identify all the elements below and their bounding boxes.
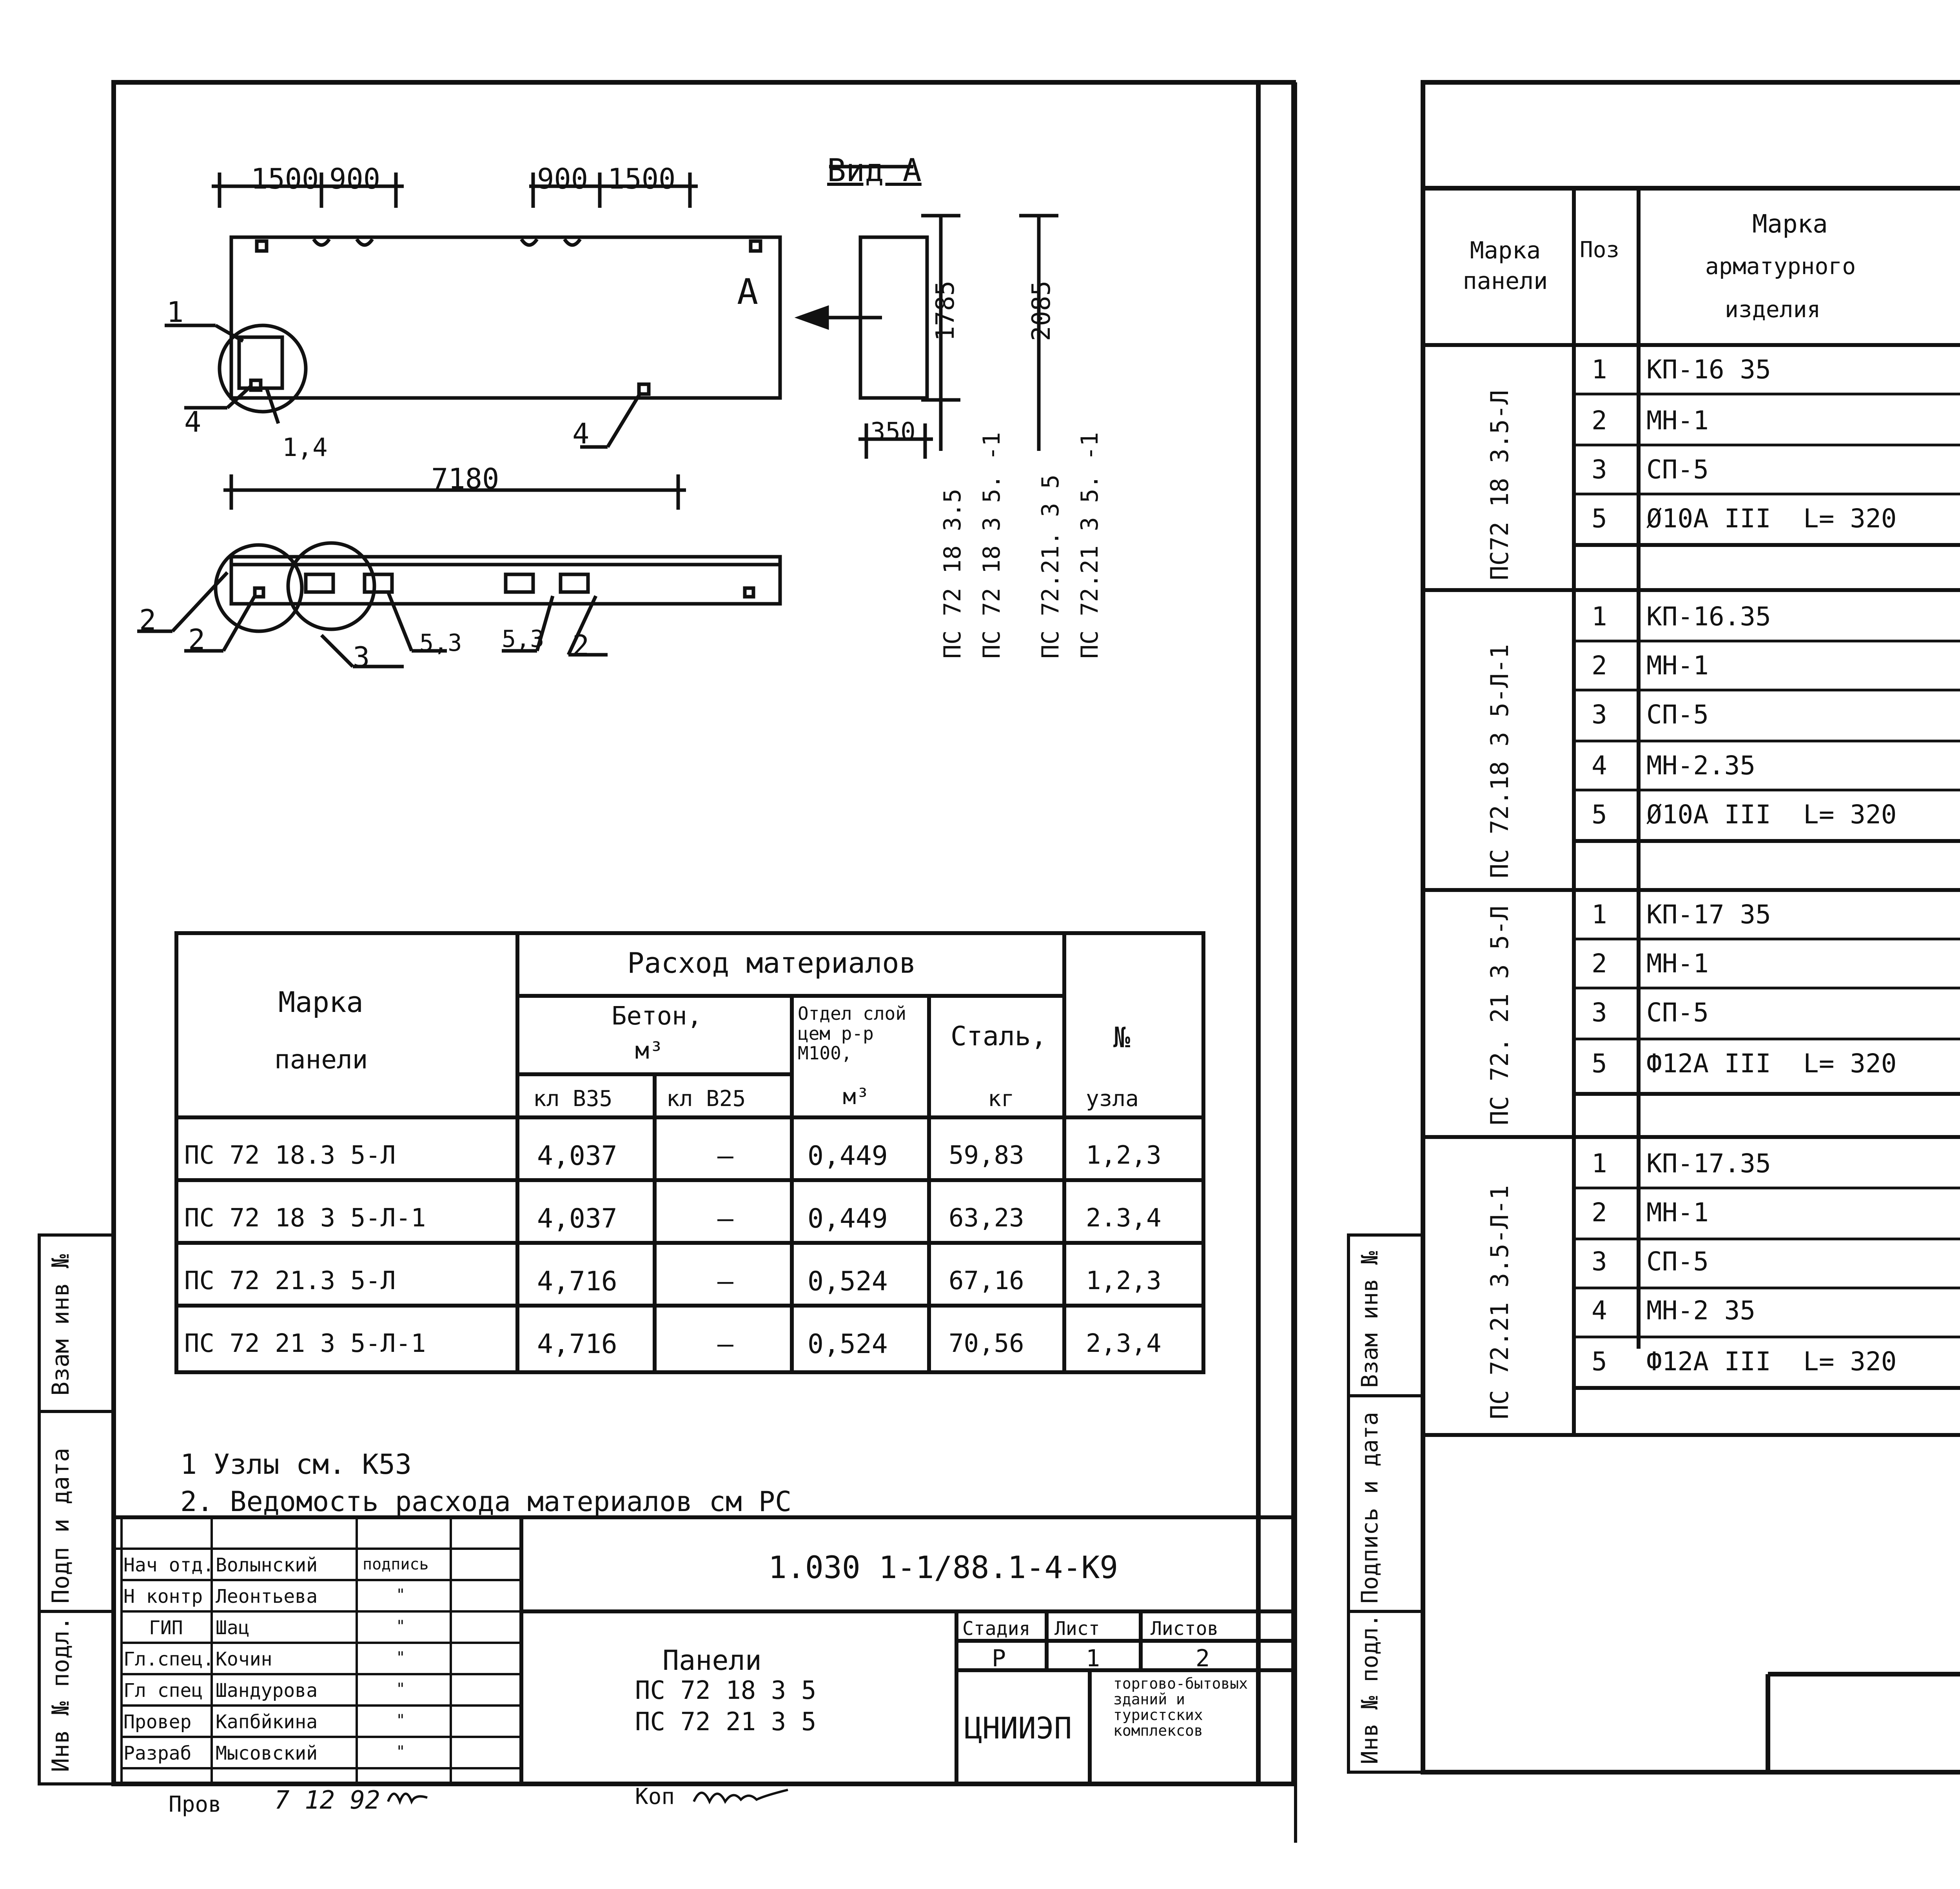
rt-item: СП-5	[1646, 997, 1709, 1028]
dim-1785: 1785	[931, 280, 960, 341]
rt-pos: 2	[1592, 948, 1607, 979]
signer-role: Гл.спец.	[123, 1648, 214, 1670]
callout-1-4: 1,4	[282, 433, 328, 462]
signer-role: Нач отд.	[123, 1554, 214, 1576]
mt-cell-b25: –	[717, 1266, 733, 1297]
mt-header-node2: узла	[1086, 1086, 1139, 1112]
mt-cell-steel: 63,23	[949, 1204, 1024, 1233]
rt-item: МН-2.35	[1646, 750, 1756, 781]
note-1: 1 Узлы см. К53	[180, 1448, 412, 1480]
side-label-podp: Подп и дата	[47, 1448, 74, 1604]
mt-cell-layer: 0,524	[808, 1266, 888, 1297]
side-label-inv-right: Инв № подл.	[1356, 1613, 1383, 1764]
mark-d: ПС 72.21 3 5. -1	[1076, 432, 1103, 659]
drawing-title-3: ПС 72 21 3 5	[635, 1707, 817, 1736]
signer-name: Шандурова	[216, 1680, 318, 1702]
signer-role: ГИП	[149, 1617, 183, 1639]
checked-date: 7 12 92	[274, 1786, 380, 1815]
mt-cell-b35: 4,716	[537, 1266, 617, 1297]
rt-pos: 5	[1592, 799, 1607, 830]
signer-role: Гл спец	[123, 1680, 203, 1702]
rt-header-item2: арматурного	[1705, 253, 1856, 280]
rt-item: КП-17.35	[1646, 1148, 1771, 1179]
mt-header-node: №	[1113, 1021, 1131, 1054]
stage-value: Р	[992, 1645, 1006, 1672]
mt-cell-layer: 0,449	[808, 1141, 888, 1172]
rt-item: СП-5	[1646, 699, 1709, 730]
mt-cell-mark: ПС 72 21.3 5-Л	[184, 1266, 396, 1295]
dim-900-a: 900	[329, 162, 381, 195]
rt-pos: 2	[1592, 650, 1607, 681]
mark-c: ПС 72.21. 3 5	[1037, 474, 1064, 659]
checked-label: Пров	[169, 1792, 221, 1817]
rt-pos: 3	[1592, 699, 1607, 730]
mark-a: ПС 72 18 3.5	[939, 489, 966, 659]
rt-item: КП-16.35	[1646, 601, 1771, 632]
signer-sign: "	[396, 1617, 406, 1635]
rt-item: МН-1	[1646, 1197, 1709, 1228]
rt-header-item3: изделия	[1725, 296, 1821, 323]
mt-cell-steel: 67,16	[949, 1266, 1024, 1295]
mt-header-steel-unit: кг	[988, 1086, 1014, 1112]
mt-header-steel: Сталь,	[951, 1021, 1047, 1052]
drawing-title-2: ПС 72 18 3 5	[635, 1676, 817, 1705]
mt-cell-node: 2,3,4	[1086, 1329, 1161, 1358]
sheets-header: Листов	[1151, 1618, 1219, 1640]
side-label-podp-right: Подпись и дата	[1356, 1412, 1383, 1604]
dim-1500-a: 1500	[251, 162, 319, 195]
sheet-value: 1	[1086, 1645, 1100, 1672]
rt-header-panel: Марка панели	[1463, 237, 1548, 295]
mt-header-b25: кл В25	[666, 1086, 746, 1112]
dim-7180: 7180	[431, 462, 499, 495]
callout-5-3b: 5,3	[502, 625, 544, 653]
stage-header: Стадия	[962, 1618, 1031, 1640]
mt-cell-steel: 59,83	[949, 1141, 1024, 1170]
mt-header-panel: Марка	[278, 986, 363, 1019]
sheets-value: 2	[1196, 1645, 1210, 1672]
rt-group-panel: ПС72 18 3.5-Л	[1485, 390, 1514, 580]
rt-pos: 2	[1592, 405, 1607, 436]
rt-pos: 5	[1592, 503, 1607, 534]
callout-2c: 2	[572, 629, 590, 662]
drawing-code: 1.030 1-1/88.1-4-К9	[768, 1550, 1118, 1586]
signer-sign: "	[396, 1680, 406, 1698]
organization-sub: торгово-бытовых зданий и туристских комплексов	[1113, 1675, 1248, 1739]
mt-cell-b35: 4,037	[537, 1141, 617, 1172]
mt-cell-b25: –	[717, 1329, 733, 1360]
dim-350: 350	[870, 418, 916, 447]
rt-item: Ф12А III	[1646, 1346, 1771, 1377]
rt-length: L= 320	[1803, 1346, 1897, 1377]
mt-cell-b25: –	[717, 1141, 733, 1172]
rt-group-panel: ПС 72.18 3 5-Л-1	[1485, 644, 1514, 878]
callout-4a: 4	[184, 405, 201, 438]
mt-cell-node: 2.3,4	[1086, 1204, 1161, 1233]
mt-header-concrete: Бетон,	[612, 1002, 702, 1031]
signer-role: Провер	[123, 1711, 192, 1733]
rt-length: L= 320	[1803, 503, 1897, 534]
rt-item: МН-1	[1646, 405, 1709, 436]
mt-cell-mark: ПС 72 21 3 5-Л-1	[184, 1329, 426, 1358]
callout-1: 1	[167, 296, 184, 329]
mt-cell-b25: –	[717, 1203, 733, 1234]
rt-pos: 4	[1592, 1295, 1607, 1326]
mt-cell-layer: 0,449	[808, 1203, 888, 1234]
side-label-inv: Инв № подл.	[47, 1616, 74, 1772]
signer-name: Мысовский	[216, 1742, 318, 1764]
signer-name: Кочин	[216, 1648, 272, 1670]
rt-item: Ø10А III	[1646, 799, 1771, 830]
signer-sign: "	[396, 1586, 406, 1604]
signer-sign: подпись	[363, 1555, 429, 1573]
mt-header-layer: Отдел слой цем р-р М100,	[798, 1003, 906, 1064]
rt-pos: 2	[1592, 1197, 1607, 1228]
rt-item: МН-2 35	[1646, 1295, 1756, 1326]
dim-1500-b: 1500	[608, 162, 676, 195]
side-label-vzam-right: Взам инв №	[1356, 1251, 1383, 1388]
mt-cell-layer: 0,524	[808, 1329, 888, 1360]
rt-length: L= 320	[1803, 799, 1897, 830]
signer-name: Волынский	[216, 1554, 318, 1576]
view-arrow-label: А	[737, 271, 759, 312]
callout-3: 3	[353, 641, 370, 674]
copy-label: Коп	[635, 1784, 675, 1809]
signer-sign: "	[396, 1743, 406, 1761]
rt-item: МН-1	[1646, 650, 1709, 681]
signer-sign: "	[396, 1711, 406, 1729]
rt-pos: 5	[1592, 1048, 1607, 1079]
side-label-vzam: Взам инв №	[47, 1254, 74, 1396]
rt-pos: 5	[1592, 1346, 1607, 1377]
drawing-title-1: Панели	[662, 1644, 762, 1676]
note-2: 2. Ведомость расхода материалов см РС	[180, 1486, 792, 1518]
rt-length: L= 320	[1803, 1048, 1897, 1079]
mt-cell-node: 1,2,3	[1086, 1266, 1161, 1295]
mt-header-layer-unit: м³	[843, 1084, 869, 1110]
rt-item: СП-5	[1646, 1246, 1709, 1277]
rt-item: КП-17 35	[1646, 899, 1771, 930]
mt-cell-b35: 4,037	[537, 1203, 617, 1234]
sheet-header: Лист	[1054, 1618, 1100, 1640]
callout-2b: 2	[188, 623, 205, 656]
rt-pos: 1	[1592, 1148, 1607, 1179]
signature-mark	[384, 1782, 431, 1809]
signer-name: Капбйкина	[216, 1711, 318, 1733]
rt-pos: 3	[1592, 997, 1607, 1028]
mt-header-b35: кл В35	[533, 1086, 613, 1112]
rt-group-panel: ПС 72. 21 3 5-Л	[1485, 906, 1514, 1125]
mt-cell-mark: ПС 72 18.3 5-Л	[184, 1141, 396, 1170]
rt-group-panel: ПС 72.21 3.5-Л-1	[1485, 1185, 1514, 1419]
rt-item: КП-16 35	[1646, 354, 1771, 385]
mt-cell-node: 1,2,3	[1086, 1141, 1161, 1170]
signer-name: Шац	[216, 1617, 250, 1639]
signer-name: Леонтьева	[216, 1586, 318, 1607]
rt-item: Ø10А III	[1646, 503, 1771, 534]
mark-b: ПС 72 18 3 5. -1	[978, 432, 1005, 659]
rt-pos: 4	[1592, 750, 1607, 781]
rt-item: СП-5	[1646, 454, 1709, 485]
rt-header-item: Марка	[1752, 210, 1828, 239]
rt-item: Ф12А III	[1646, 1048, 1771, 1079]
callout-4b: 4	[572, 417, 590, 450]
callout-5-3a: 5,3	[419, 629, 462, 657]
mt-header-consumption: Расход материалов	[627, 946, 916, 979]
mt-cell-mark: ПС 72 18 3 5-Л-1	[184, 1204, 426, 1233]
rt-pos: 3	[1592, 454, 1607, 485]
mt-cell-b35: 4,716	[537, 1329, 617, 1360]
signer-role: Разраб	[123, 1742, 192, 1764]
callout-2a: 2	[139, 603, 156, 636]
rt-pos: 1	[1592, 354, 1607, 385]
rt-pos: 1	[1592, 601, 1607, 632]
signer-sign: "	[396, 1649, 406, 1667]
copy-signature	[690, 1780, 792, 1811]
rt-pos: 3	[1592, 1246, 1607, 1277]
mt-cell-steel: 70,56	[949, 1329, 1024, 1358]
rt-header-pos: Поз	[1580, 237, 1620, 263]
signer-role: Н контр	[123, 1586, 203, 1607]
mt-header-panel2: панели	[274, 1044, 368, 1075]
dim-900-b: 900	[537, 162, 588, 195]
rt-item: МН-1	[1646, 948, 1709, 979]
dim-2085: 2085	[1027, 280, 1056, 341]
view-a-title: Вид А	[827, 152, 922, 189]
mt-header-concrete-unit: м³	[635, 1037, 664, 1064]
organization: ЦНИИЭП	[964, 1711, 1072, 1746]
rt-pos: 1	[1592, 899, 1607, 930]
